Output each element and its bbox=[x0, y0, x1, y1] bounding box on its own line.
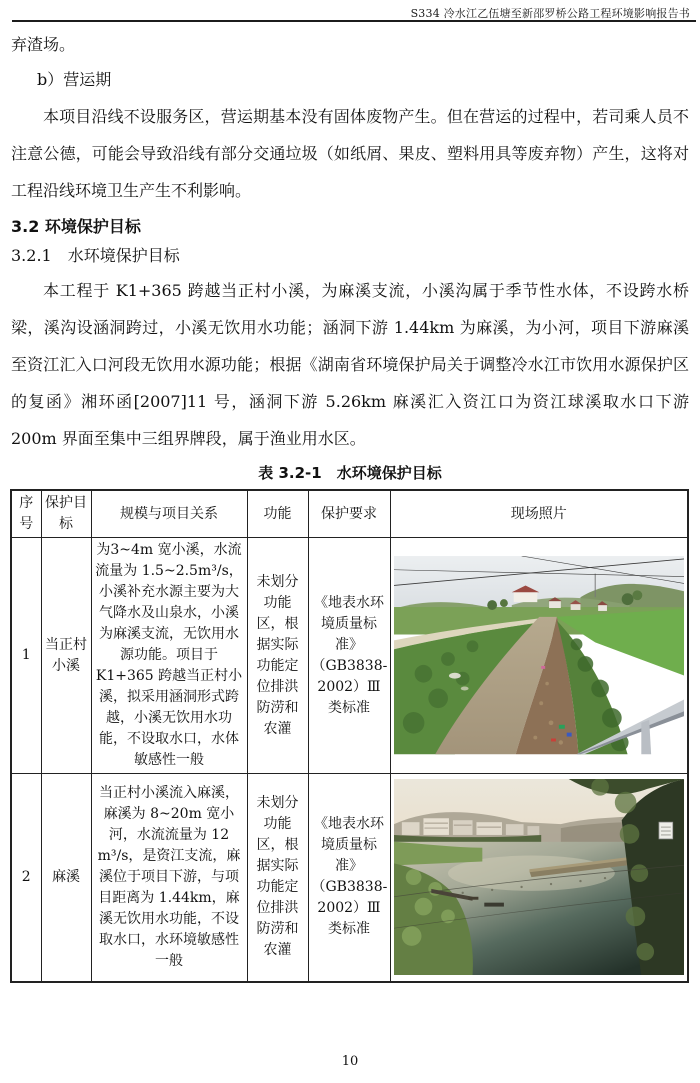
column-header-target: 保护目标 bbox=[41, 490, 91, 538]
cell-requirement: 《地表水环境质量标准》（GB3838-2002）Ⅲ类标准 bbox=[308, 538, 390, 774]
cell-target: 麻溪 bbox=[41, 774, 91, 982]
cell-function: 未划分功能区，根据实际功能定位排洪防涝和农灌 bbox=[247, 774, 308, 982]
section-heading-3-2-1: 3.2.1 水环境保护目标 bbox=[11, 246, 180, 265]
column-header-no: 序号 bbox=[11, 490, 41, 538]
column-header-photo: 现场照片 bbox=[390, 490, 688, 538]
cell-no: 2 bbox=[11, 774, 41, 982]
cell-relation: 为3~4m 宽小溪，水流流量为 1.5~2.5m³/s，小溪补充水源主要为大气降水及山泉水，小溪为麻溪支流，无饮用水源功能。项目于 K1+365 跨越当正村小溪，拟采用涵洞形式跨越，小溪无饮用水功能，不设取水口，水体敏感性一般 bbox=[91, 538, 247, 774]
paragraph-tail: 弃渣场。 bbox=[11, 35, 76, 54]
page-number: 10 bbox=[341, 1054, 359, 1069]
table-header-row bbox=[11, 490, 688, 538]
column-header-function: 功能 bbox=[247, 490, 308, 538]
cell-function: 未划分功能区，根据实际功能定位排洪防涝和农灌 bbox=[247, 538, 308, 774]
river-photo bbox=[390, 774, 688, 982]
stream-photo bbox=[390, 538, 688, 774]
list-item-b: b）营运期 bbox=[37, 70, 112, 89]
cell-no: 1 bbox=[11, 538, 41, 774]
page-content bbox=[11, 24, 689, 983]
cell-requirement: 《地表水环境质量标准》（GB3838-2002）Ⅲ类标准 bbox=[308, 774, 390, 982]
stream-photo-illustration bbox=[394, 556, 685, 754]
cell-target: 当正村小溪 bbox=[41, 538, 91, 774]
table-row bbox=[11, 774, 688, 982]
table-row bbox=[11, 538, 688, 774]
header-divider bbox=[12, 20, 696, 22]
column-header-relation: 规模与项目关系 bbox=[91, 490, 247, 538]
paragraph-water-targets: 本工程于 K1+365 跨越当正村小溪，为麻溪支流，小溪沟属于季节性水体，不设跨水桥梁，溪沟设涵洞跨过，小溪无饮用水功能；涵洞下游 1.44km 为麻溪，为小河，项目下游麻溪至资江汇入口河段无饮用水源功能；根据《湖南省环境保护局关于调整冷水江市饮用水源保护区的复函》湘环函[2007]11 号，涵洞下游 5.26km 麻溪汇入资江口为资江球溪取水口下游 200m 界面至集中三组界牌段，属于渔业用水区。 bbox=[11, 281, 689, 448]
section-heading-3-2: 3.2 环境保护目标 bbox=[11, 217, 141, 236]
river-photo-illustration bbox=[394, 779, 685, 975]
paragraph-operation-period: 本项目沿线不设服务区，营运期基本没有固体废物产生。但在营运的过程中，若司乘人员不注意公德，可能会导致沿线有部分交通垃圾（如纸屑、果皮、塑料用具等废弃物）产生，这将对工程沿线环境卫生产生不利影响。 bbox=[11, 107, 689, 200]
report-header-title: S334 冷水江乙伍塘至新邵罗桥公路工程环境影响报告书 bbox=[410, 7, 690, 20]
cell-relation: 当正村小溪流入麻溪，麻溪为 8~20m 宽小河，水流流量为 12 m³/s，是资江支流，麻溪位于项目下游，与项目距离为 1.44km，麻溪无饮用水功能，不设取水口，水环境敏感性一般 bbox=[91, 774, 247, 982]
column-header-requirement: 保护要求 bbox=[308, 490, 390, 538]
water-protection-table bbox=[10, 489, 689, 983]
table-caption: 表 3.2-1 水环境保护目标 bbox=[258, 464, 442, 482]
